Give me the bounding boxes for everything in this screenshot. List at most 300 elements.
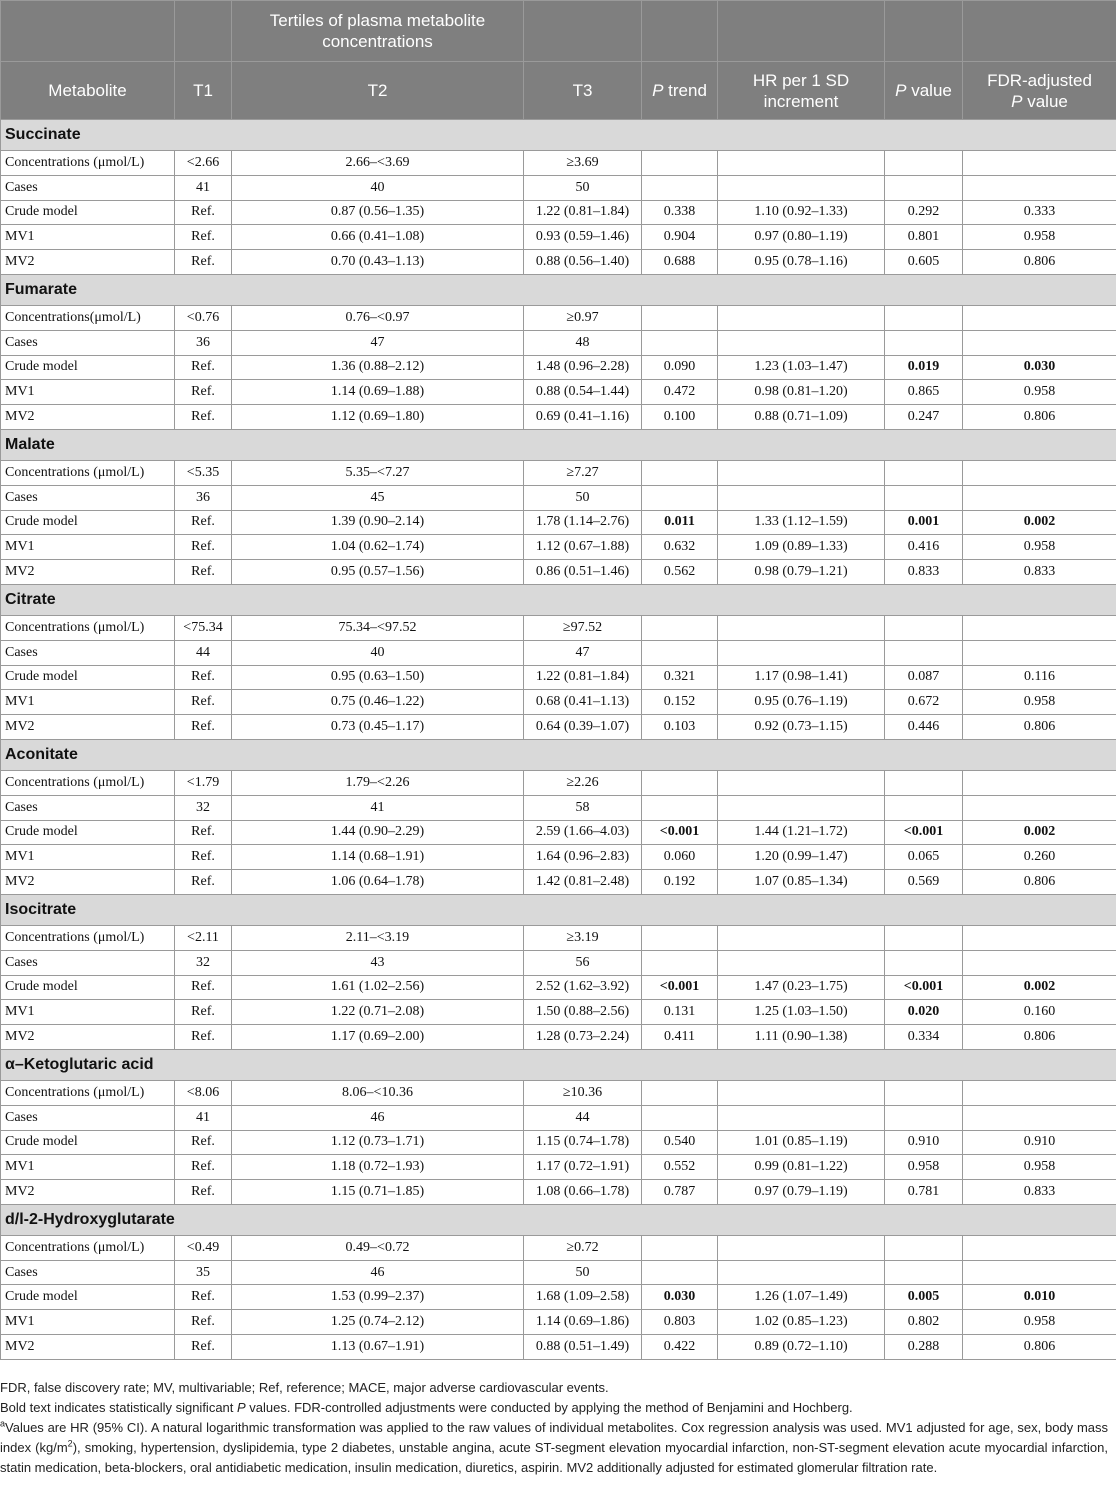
row-label-cell: MV1	[1, 1155, 175, 1180]
row-label-cell: Crude model	[1, 1130, 175, 1155]
fdr-cell: 0.806	[963, 1025, 1116, 1050]
row-label-cell: Concentrations (μmol/L)	[1, 1235, 175, 1260]
p-value-cell: 0.605	[885, 250, 963, 275]
p-trend-cell: 0.562	[642, 560, 718, 585]
hr-cell	[718, 640, 885, 665]
p-trend-cell: <0.001	[642, 820, 718, 845]
t2-cell: 40	[232, 640, 524, 665]
row-label-cell: Concentrations (μmol/L)	[1, 460, 175, 485]
p-trend-cell	[642, 640, 718, 665]
p-trend-cell	[642, 151, 718, 176]
hr-cell: 0.97 (0.79–1.19)	[718, 1180, 885, 1205]
t2-cell: 8.06–<10.36	[232, 1080, 524, 1105]
table-row	[1, 665, 1116, 690]
t1-cell: Ref.	[175, 1000, 232, 1025]
fdr-cell: 0.333	[963, 200, 1116, 225]
t3-cell: 44	[524, 1105, 642, 1130]
t3-cell: 50	[524, 1260, 642, 1285]
table-row	[1, 200, 1116, 225]
t1-cell: <0.76	[175, 305, 232, 330]
t2-cell: 2.66–<3.69	[232, 151, 524, 176]
section-title: α–Ketoglutaric acid	[1, 1049, 1116, 1080]
fdr-cell: 0.958	[963, 535, 1116, 560]
t2-cell: 1.36 (0.88–2.12)	[232, 355, 524, 380]
p-value-cell: 0.019	[885, 355, 963, 380]
table-footnotes	[0, 1378, 1108, 1478]
p-value-cell: 0.801	[885, 225, 963, 250]
section-header-row	[1, 739, 1116, 770]
t1-cell: Ref.	[175, 1285, 232, 1310]
row-label-cell: MV2	[1, 560, 175, 585]
p-value-cell	[885, 615, 963, 640]
t3-cell: ≥97.52	[524, 615, 642, 640]
p-value-cell: 0.569	[885, 870, 963, 895]
header-blank	[1, 1, 175, 62]
fdr-cell: 0.958	[963, 380, 1116, 405]
fdr-cell	[963, 950, 1116, 975]
hr-cell	[718, 950, 885, 975]
hr-cell	[718, 795, 885, 820]
row-label-cell: Cases	[1, 640, 175, 665]
section-title: Fumarate	[1, 274, 1116, 305]
table-row	[1, 485, 1116, 510]
row-label-cell: MV1	[1, 225, 175, 250]
hr-cell	[718, 151, 885, 176]
header-blank	[524, 1, 642, 62]
row-label-cell: MV1	[1, 1000, 175, 1025]
t2-cell: 1.18 (0.72–1.93)	[232, 1155, 524, 1180]
p-trend-cell	[642, 305, 718, 330]
table-row	[1, 380, 1116, 405]
t1-cell: Ref.	[175, 1335, 232, 1360]
t3-cell: 1.42 (0.81–2.48)	[524, 870, 642, 895]
t1-cell: Ref.	[175, 870, 232, 895]
t3-cell: 1.15 (0.74–1.78)	[524, 1130, 642, 1155]
p-value-cell: 0.833	[885, 560, 963, 585]
p-value-cell: 0.802	[885, 1310, 963, 1335]
fdr-cell	[963, 770, 1116, 795]
t1-cell: Ref.	[175, 845, 232, 870]
t2-cell: 1.22 (0.71–2.08)	[232, 1000, 524, 1025]
t3-cell: 0.88 (0.51–1.49)	[524, 1335, 642, 1360]
section-title: d/l-2-Hydroxyglutarate	[1, 1204, 1116, 1235]
p-trend-cell: 0.321	[642, 665, 718, 690]
p-value-cell	[885, 1105, 963, 1130]
row-label-cell: MV1	[1, 690, 175, 715]
header-blank	[718, 1, 885, 62]
header-blank	[963, 1, 1116, 62]
table-row	[1, 151, 1116, 176]
hr-cell: 1.20 (0.99–1.47)	[718, 845, 885, 870]
row-label-cell: Crude model	[1, 975, 175, 1000]
fdr-cell: 0.833	[963, 560, 1116, 585]
t2-cell: 1.44 (0.90–2.29)	[232, 820, 524, 845]
t2-cell: 1.12 (0.69–1.80)	[232, 405, 524, 430]
table-row	[1, 175, 1116, 200]
t2-cell: 1.17 (0.69–2.00)	[232, 1025, 524, 1050]
table-row	[1, 1105, 1116, 1130]
header-fdr: FDR-adjusted P value	[963, 62, 1116, 120]
p-trend-cell: 0.338	[642, 200, 718, 225]
fdr-cell: 0.806	[963, 250, 1116, 275]
section-header-row	[1, 1204, 1116, 1235]
fdr-cell: 0.958	[963, 225, 1116, 250]
t1-cell: Ref.	[175, 200, 232, 225]
t1-cell: 41	[175, 175, 232, 200]
p-value-cell: 0.334	[885, 1025, 963, 1050]
fdr-cell	[963, 175, 1116, 200]
header-metabolite: Metabolite	[1, 62, 175, 120]
fdr-cell	[963, 1235, 1116, 1260]
t2-cell: 0.66 (0.41–1.08)	[232, 225, 524, 250]
hr-cell: 0.88 (0.71–1.09)	[718, 405, 885, 430]
t1-cell: Ref.	[175, 250, 232, 275]
fdr-cell: 0.002	[963, 510, 1116, 535]
hr-cell: 1.02 (0.85–1.23)	[718, 1310, 885, 1335]
t1-cell: Ref.	[175, 225, 232, 250]
row-label-cell: Concentrations (μmol/L)	[1, 925, 175, 950]
footnote-bold: Bold text indicates statistically significant P values. FDR-controlled adjustments were conducted by applying the method of Benjamini and Hochberg.	[0, 1400, 853, 1415]
p-trend-cell	[642, 795, 718, 820]
p-trend-cell: 0.411	[642, 1025, 718, 1050]
table-row	[1, 690, 1116, 715]
t3-cell: ≥10.36	[524, 1080, 642, 1105]
p-value-cell: 0.958	[885, 1155, 963, 1180]
header-blank	[885, 1, 963, 62]
table-row	[1, 355, 1116, 380]
row-label-cell: Cases	[1, 795, 175, 820]
t2-cell: 0.70 (0.43–1.13)	[232, 250, 524, 275]
p-trend-cell	[642, 1080, 718, 1105]
p-value-cell	[885, 770, 963, 795]
t2-cell: 40	[232, 175, 524, 200]
row-label-cell: Crude model	[1, 510, 175, 535]
table-row	[1, 535, 1116, 560]
p-trend-cell: 0.100	[642, 405, 718, 430]
row-label-cell: MV2	[1, 870, 175, 895]
p-value-cell	[885, 1260, 963, 1285]
t2-cell: 0.73 (0.45–1.17)	[232, 715, 524, 740]
t1-cell: Ref.	[175, 715, 232, 740]
table-row	[1, 870, 1116, 895]
t3-cell: 1.22 (0.81–1.84)	[524, 200, 642, 225]
fdr-cell	[963, 460, 1116, 485]
table-body	[1, 120, 1116, 1360]
fdr-cell: 0.958	[963, 690, 1116, 715]
table-row	[1, 330, 1116, 355]
fdr-cell: 0.160	[963, 1000, 1116, 1025]
fdr-cell: 0.002	[963, 975, 1116, 1000]
t1-cell: <2.11	[175, 925, 232, 950]
t1-cell: Ref.	[175, 355, 232, 380]
t3-cell: 50	[524, 175, 642, 200]
fdr-cell: 0.010	[963, 1285, 1116, 1310]
table-row	[1, 225, 1116, 250]
t1-cell: Ref.	[175, 405, 232, 430]
p-trend-cell: 0.803	[642, 1310, 718, 1335]
p-value-cell: <0.001	[885, 975, 963, 1000]
table-row	[1, 615, 1116, 640]
t3-cell: 50	[524, 485, 642, 510]
p-trend-cell	[642, 1105, 718, 1130]
section-title: Isocitrate	[1, 894, 1116, 925]
table-row	[1, 560, 1116, 585]
p-value-cell	[885, 151, 963, 176]
t2-cell: 75.34–<97.52	[232, 615, 524, 640]
p-value-cell	[885, 640, 963, 665]
section-header-row	[1, 274, 1116, 305]
t2-cell: 1.39 (0.90–2.14)	[232, 510, 524, 535]
hr-cell: 1.11 (0.90–1.38)	[718, 1025, 885, 1050]
fdr-cell	[963, 925, 1116, 950]
table-row	[1, 510, 1116, 535]
table-row	[1, 1130, 1116, 1155]
p-trend-cell: 0.030	[642, 1285, 718, 1310]
t1-cell: Ref.	[175, 535, 232, 560]
p-value-cell: 0.672	[885, 690, 963, 715]
t3-cell: ≥3.69	[524, 151, 642, 176]
p-value-cell	[885, 1080, 963, 1105]
t1-cell: 35	[175, 1260, 232, 1285]
hr-cell: 1.01 (0.85–1.19)	[718, 1130, 885, 1155]
table-row	[1, 845, 1116, 870]
section-header-row	[1, 429, 1116, 460]
hr-cell: 0.99 (0.81–1.22)	[718, 1155, 885, 1180]
p-trend-cell: 0.422	[642, 1335, 718, 1360]
table-row	[1, 975, 1116, 1000]
row-label-cell: MV2	[1, 1180, 175, 1205]
fdr-cell	[963, 615, 1116, 640]
section-header-row	[1, 894, 1116, 925]
t3-cell: 0.69 (0.41–1.16)	[524, 405, 642, 430]
section-title: Citrate	[1, 584, 1116, 615]
fdr-cell: 0.806	[963, 1335, 1116, 1360]
hr-cell: 0.95 (0.76–1.19)	[718, 690, 885, 715]
t1-cell: Ref.	[175, 1310, 232, 1335]
t2-cell: 1.53 (0.99–2.37)	[232, 1285, 524, 1310]
hr-cell	[718, 175, 885, 200]
row-label-cell: Crude model	[1, 665, 175, 690]
table-row	[1, 1080, 1116, 1105]
p-trend-cell: 0.688	[642, 250, 718, 275]
table-row	[1, 795, 1116, 820]
table-row	[1, 1155, 1116, 1180]
p-value-cell: 0.292	[885, 200, 963, 225]
fdr-cell: 0.958	[963, 1155, 1116, 1180]
p-value-cell: <0.001	[885, 820, 963, 845]
fdr-cell	[963, 151, 1116, 176]
t1-cell: Ref.	[175, 690, 232, 715]
t1-cell: 36	[175, 485, 232, 510]
t2-cell: 0.75 (0.46–1.22)	[232, 690, 524, 715]
p-value-cell	[885, 330, 963, 355]
hr-cell	[718, 770, 885, 795]
p-trend-cell: 0.090	[642, 355, 718, 380]
t2-cell: 1.15 (0.71–1.85)	[232, 1180, 524, 1205]
t2-cell: 2.11–<3.19	[232, 925, 524, 950]
t3-cell: 47	[524, 640, 642, 665]
table-row	[1, 715, 1116, 740]
t3-cell: 2.59 (1.66–4.03)	[524, 820, 642, 845]
t3-cell: 2.52 (1.62–3.92)	[524, 975, 642, 1000]
fdr-cell: 0.260	[963, 845, 1116, 870]
t1-cell: 32	[175, 950, 232, 975]
p-value-cell	[885, 950, 963, 975]
table-header	[1, 1, 1116, 120]
t2-cell: 46	[232, 1105, 524, 1130]
hr-cell: 0.95 (0.78–1.16)	[718, 250, 885, 275]
t3-cell: 1.08 (0.66–1.78)	[524, 1180, 642, 1205]
footnote-abbreviations: FDR, false discovery rate; MV, multivariable; Ref, reference; MACE, major adverse cardiovascular events.	[0, 1380, 609, 1395]
p-trend-cell: 0.632	[642, 535, 718, 560]
hr-cell	[718, 330, 885, 355]
p-value-cell: 0.087	[885, 665, 963, 690]
p-trend-cell: 0.192	[642, 870, 718, 895]
t1-cell: Ref.	[175, 820, 232, 845]
t2-cell: 1.14 (0.69–1.88)	[232, 380, 524, 405]
row-label-cell: Crude model	[1, 1285, 175, 1310]
row-label-cell: Concentrations (μmol/L)	[1, 615, 175, 640]
fdr-cell	[963, 1080, 1116, 1105]
t1-cell: <8.06	[175, 1080, 232, 1105]
t3-cell: 1.50 (0.88–2.56)	[524, 1000, 642, 1025]
fdr-cell: 0.002	[963, 820, 1116, 845]
p-value-cell: 0.446	[885, 715, 963, 740]
p-value-cell	[885, 1235, 963, 1260]
row-label-cell: MV2	[1, 715, 175, 740]
p-value-cell: 0.781	[885, 1180, 963, 1205]
header-blank	[175, 1, 232, 62]
t3-cell: ≥0.72	[524, 1235, 642, 1260]
table-row	[1, 820, 1116, 845]
header-hr: HR per 1 SD increment	[718, 62, 885, 120]
hr-cell	[718, 305, 885, 330]
row-label-cell: Crude model	[1, 820, 175, 845]
hr-cell	[718, 925, 885, 950]
table-row	[1, 925, 1116, 950]
t1-cell: <0.49	[175, 1235, 232, 1260]
fdr-cell: 0.806	[963, 715, 1116, 740]
p-value-cell: 0.005	[885, 1285, 963, 1310]
hr-cell: 1.07 (0.85–1.34)	[718, 870, 885, 895]
p-value-cell: 0.020	[885, 1000, 963, 1025]
fdr-cell	[963, 305, 1116, 330]
t3-cell: 1.28 (0.73–2.24)	[524, 1025, 642, 1050]
t2-cell: 0.95 (0.63–1.50)	[232, 665, 524, 690]
hr-cell: 0.89 (0.72–1.10)	[718, 1335, 885, 1360]
t3-cell: 0.64 (0.39–1.07)	[524, 715, 642, 740]
header-p-trend: P trend	[642, 62, 718, 120]
t1-cell: Ref.	[175, 1155, 232, 1180]
table-row	[1, 950, 1116, 975]
row-label-cell: Concentrations (μmol/L)	[1, 1080, 175, 1105]
t2-cell: 0.87 (0.56–1.35)	[232, 200, 524, 225]
section-title: Malate	[1, 429, 1116, 460]
table-row	[1, 1180, 1116, 1205]
p-value-cell: 0.065	[885, 845, 963, 870]
p-value-cell	[885, 925, 963, 950]
fdr-cell: 0.833	[963, 1180, 1116, 1205]
hr-cell: 0.92 (0.73–1.15)	[718, 715, 885, 740]
hr-cell	[718, 1080, 885, 1105]
p-value-cell: 0.247	[885, 405, 963, 430]
p-trend-cell: 0.011	[642, 510, 718, 535]
fdr-cell: 0.910	[963, 1130, 1116, 1155]
fdr-cell	[963, 330, 1116, 355]
t2-cell: 5.35–<7.27	[232, 460, 524, 485]
row-label-cell: MV1	[1, 380, 175, 405]
t1-cell: Ref.	[175, 665, 232, 690]
t2-cell: 1.13 (0.67–1.91)	[232, 1335, 524, 1360]
t3-cell: ≥7.27	[524, 460, 642, 485]
section-title: Succinate	[1, 120, 1116, 151]
hr-cell: 1.26 (1.07–1.49)	[718, 1285, 885, 1310]
hr-cell	[718, 615, 885, 640]
section-header-row	[1, 1049, 1116, 1080]
p-trend-cell: 0.131	[642, 1000, 718, 1025]
t1-cell: <5.35	[175, 460, 232, 485]
p-value-cell	[885, 175, 963, 200]
hr-cell: 1.23 (1.03–1.47)	[718, 355, 885, 380]
t1-cell: <75.34	[175, 615, 232, 640]
p-trend-cell	[642, 330, 718, 355]
header-blank	[642, 1, 718, 62]
t1-cell: Ref.	[175, 1130, 232, 1155]
t2-cell: 1.25 (0.74–2.12)	[232, 1310, 524, 1335]
t3-cell: 1.78 (1.14–2.76)	[524, 510, 642, 535]
table-row	[1, 640, 1116, 665]
t2-cell: 0.95 (0.57–1.56)	[232, 560, 524, 585]
fdr-cell	[963, 1260, 1116, 1285]
p-trend-cell	[642, 1260, 718, 1285]
t2-cell: 1.06 (0.64–1.78)	[232, 870, 524, 895]
fdr-cell: 0.116	[963, 665, 1116, 690]
row-label-cell: MV1	[1, 535, 175, 560]
p-trend-cell	[642, 460, 718, 485]
fdr-cell	[963, 795, 1116, 820]
hr-cell: 0.98 (0.79–1.21)	[718, 560, 885, 585]
fdr-cell: 0.958	[963, 1310, 1116, 1335]
row-label-cell: MV1	[1, 1310, 175, 1335]
t3-cell: 1.14 (0.69–1.86)	[524, 1310, 642, 1335]
t1-cell: 44	[175, 640, 232, 665]
row-label-cell: Cases	[1, 485, 175, 510]
row-label-cell: Crude model	[1, 355, 175, 380]
t1-cell: Ref.	[175, 560, 232, 585]
t3-cell: 1.22 (0.81–1.84)	[524, 665, 642, 690]
table-row	[1, 1235, 1116, 1260]
fdr-cell: 0.030	[963, 355, 1116, 380]
row-label-cell: MV2	[1, 405, 175, 430]
t3-cell: 0.88 (0.54–1.44)	[524, 380, 642, 405]
p-value-cell: 0.865	[885, 380, 963, 405]
p-trend-cell: 0.904	[642, 225, 718, 250]
row-label-cell: MV1	[1, 845, 175, 870]
t2-cell: 43	[232, 950, 524, 975]
hr-cell: 1.25 (1.03–1.50)	[718, 1000, 885, 1025]
t3-cell: 1.64 (0.96–2.83)	[524, 845, 642, 870]
p-trend-cell	[642, 615, 718, 640]
section-header-row	[1, 584, 1116, 615]
hr-cell	[718, 1105, 885, 1130]
p-value-cell	[885, 305, 963, 330]
t3-cell: 0.68 (0.41–1.13)	[524, 690, 642, 715]
t1-cell: <1.79	[175, 770, 232, 795]
hr-cell: 1.44 (1.21–1.72)	[718, 820, 885, 845]
hr-cell: 0.97 (0.80–1.19)	[718, 225, 885, 250]
p-value-cell: 0.416	[885, 535, 963, 560]
p-value-cell	[885, 795, 963, 820]
